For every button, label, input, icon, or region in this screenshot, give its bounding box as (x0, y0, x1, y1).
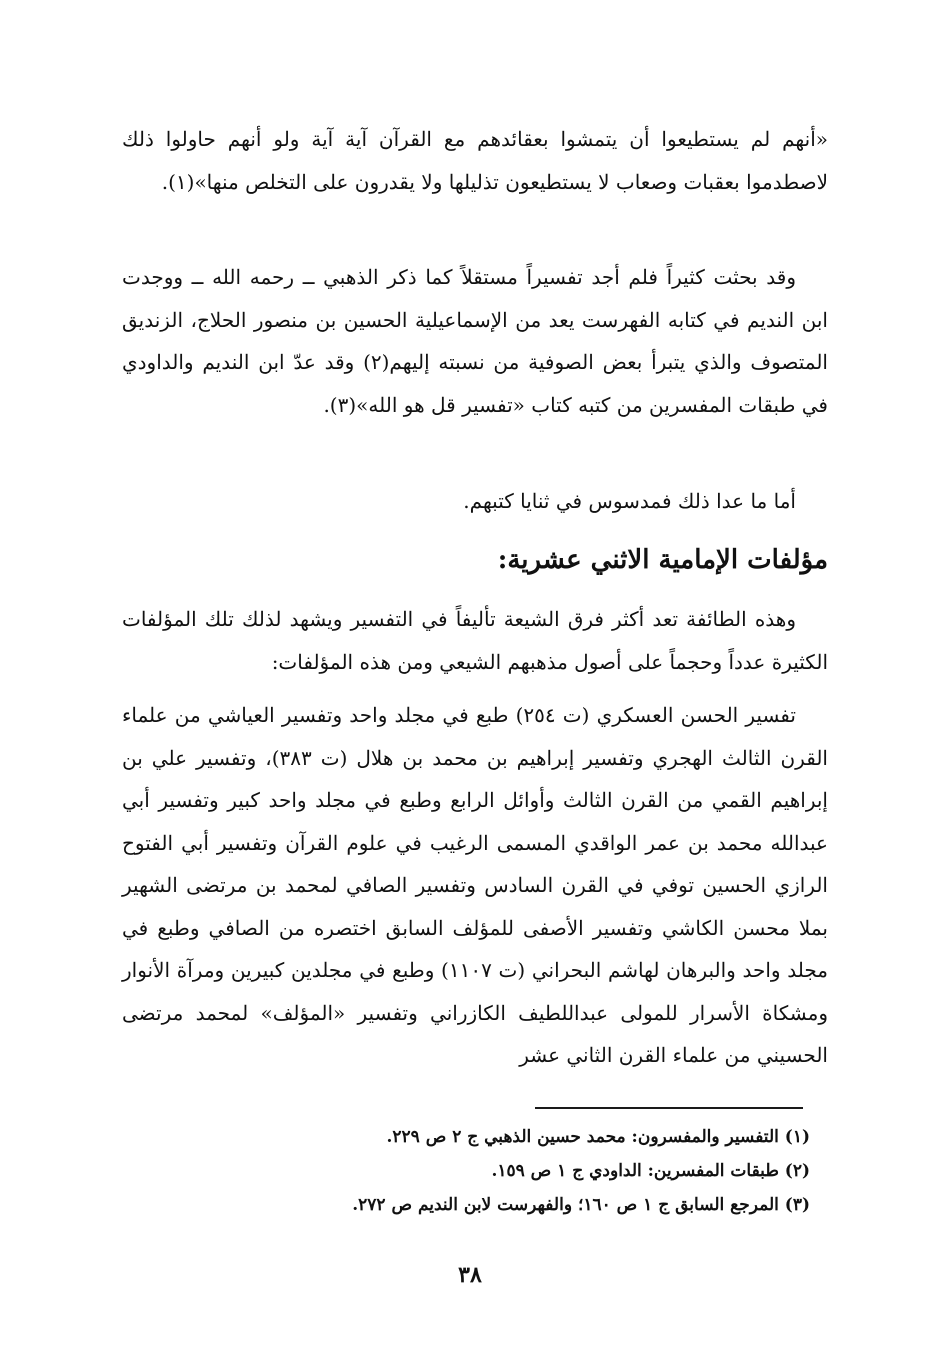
footnote-3: (٣) المرجع السابق ج ١ ص ١٦٠؛ والفهرست لابن النديم ص ٢٧٢. (352, 1195, 810, 1215)
body-paragraph-remainder: أما ما عدا ذلك فمدسوس في ثنايا كتبهم. (463, 489, 796, 513)
footnotes (120, 1120, 810, 1222)
body-paragraph-tafsir-list: تفسير الحسن العسكري (ت ٢٥٤) طبع في مجلد واحد وتفسير العياشي من علماء القرن الثالث الهجري وتفسير إبراهيم بن محمد بن هلال (ت ٣٨٣)، وتفسير علي بن إبراهيم القمي من القرن الثالث وأوائل الرابع وطبع في مجلد واحد كبير وتفسير أبي عبدالله محمد بن عمر الواقدي المسمى الرغيب في علوم القرآن وتفسير أبي الفتوح الرازي الحسين توفي في القرن السادس وتفسير الصافي لمحمد بن مرتضى الشهير بملا محسن الكاشي وتفسير الأصفى للمؤلف السابق اختصره من الصافي وطبع في مجلد واحد والبرهان لهاشم البحراني (ت ١١٠٧) وطبع في مجلدين كبيرين ومرآة الأنوار ومشكاة الأسرار للمولى عبداللطيف الكازراني وتفسير «المؤلف» لمحمد مرتضى الحسيني من علماء القرن الثاني عشر (122, 703, 829, 1067)
body-paragraph-research: وقد بحثت كثيراً فلم أجد تفسيراً مستقلاً كما ذكر الذهبي ــ رحمه الله ــ ووجدت ابن النديم في كتابه الفهرست يعد من الإسماعيلية الحسين بن منصور الحلاج، الزنديق المتصوف والذي يتبرأ بعض الصوفية من نسبته إليهم(٢) وقد عدّ ابن النديم والداودي في طبقات المفسرين من كتبه كتاب «تفسير قل هو الله»(٣). (122, 265, 828, 417)
quote-paragraph: «أنهم لم يستطيعوا أن يتمشوا بعقائدهم مع القرآن آية آية ولو أنهم حاولوا ذلك لاصطدموا بعقبات وصعاب لا يستطيعون تذليلها ولا يقدرون على التخلص منها»(١). (122, 127, 828, 194)
section-heading: مؤلفات الإمامية الاثني عشرية: (497, 545, 828, 575)
page-number: ٣٨ (458, 1262, 482, 1288)
body-paragraph-sect: وهذه الطائفة تعد أكثر فرق الشيعة تأليفاً في التفسير ويشهد لذلك تلك المؤلفات الكثيرة عدداً وحجماً على أصول مذهبهم الشيعي ومن هذه المؤلفات: (122, 607, 828, 674)
footnote-1: (١) التفسير والمفسرون: محمد حسين الذهبي ج ٢ ص ٢٢٩. (386, 1127, 810, 1147)
footnote-separator (535, 1107, 803, 1109)
footnote-2: (٢) طبقات المفسرين: الداودي ج ١ ص ١٥٩. (491, 1161, 810, 1181)
